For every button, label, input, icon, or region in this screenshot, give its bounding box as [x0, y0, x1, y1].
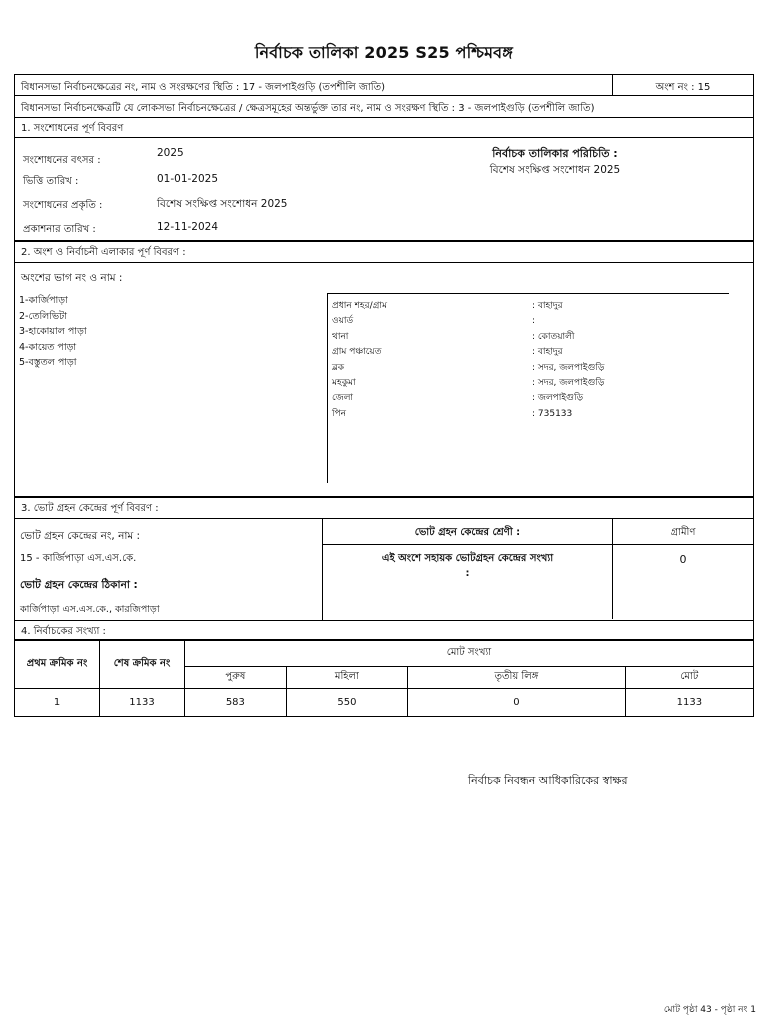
station-label: ভোট গ্রহন কেন্দ্রের নং, নাম :	[20, 530, 141, 542]
parliament-info: বিধানসভা নির্বাচনক্ষেত্রটি যে লোকসভা নির্বাচনক্ষেত্রের / ক্ষেত্রসমূহের অন্তর্ভুক্ত তার নং, নাম ও সংরক্ষণ স্থিতি : 3 - জলপাইগুড়ি (তপশীলি জাতি)	[21, 103, 595, 114]
page-title: নির্বাচক তালিকা 2025 S25 পশ্চিমবঙ্গ	[254, 43, 514, 62]
detail-label: ওয়ার্ড	[332, 316, 354, 327]
third-gender-header: তৃতীয় লিঙ্গ	[408, 667, 626, 689]
station-category-area	[323, 519, 753, 620]
elector-count-table	[14, 640, 754, 717]
total-value: 1133	[625, 689, 753, 717]
section3-block	[14, 497, 754, 621]
last-serial-value: 1133	[100, 689, 185, 717]
female-value: 550	[286, 689, 407, 717]
first-serial-header: প্রথম ক্রমিক নং	[15, 641, 100, 689]
section1-heading: 1. সংশোধনের পূর্ণ বিবরণ	[14, 118, 754, 138]
male-value: 583	[185, 689, 287, 717]
part-section-item: 1-কার্জিপাড়া	[19, 295, 68, 306]
total-header: মোট	[625, 667, 753, 689]
station-value: 15 - কার্জিপাড়া এস.এস.কে.	[20, 553, 137, 564]
detail-label: জেলা	[332, 393, 354, 404]
aux-stations-label: এই অংশে সহায়ক ভোটগ্রহন কেন্দ্রের সংখ্যা	[381, 553, 554, 564]
detail-label: প্রধান শহর/গ্রাম	[332, 301, 387, 311]
publication-date-label: প্রকাশনার তারিখ :	[23, 224, 96, 235]
signature-label: নির্বাচক নিবন্ধন আধিকারিকের স্বাক্ষর	[468, 774, 628, 787]
assembly-info: বিধানসভা নির্বাচনক্ষেত্রের নং, নাম ও সংরক্ষণের স্থিতি : 17 - জলপাইগুড়ি (তপশীলি জাতি)	[15, 75, 613, 95]
total-count-header: মোট সংখ্যা	[185, 641, 754, 667]
detail-label: মহকুমা	[332, 378, 356, 389]
detail-label: পিন	[332, 408, 347, 419]
aux-stations-label-box	[323, 545, 613, 619]
category-row	[323, 519, 753, 545]
detail-label: থানা	[332, 331, 349, 342]
part-section-item: 3-হাকোয়াল পাড়া	[19, 326, 87, 337]
assembly-row	[14, 74, 754, 96]
station-info	[15, 519, 323, 620]
roll-identity-value: বিশেষ সংক্ষিপ্ত সংশোধন 2025	[489, 164, 621, 176]
station-address-value: কার্জিপাড়া এস.এস.কে., কারজিপাড়া	[20, 604, 160, 615]
part-section-item: 2-তেলিভিটা	[19, 310, 67, 322]
aux-row	[323, 545, 753, 619]
part-number: অংশ নং : 15	[655, 82, 711, 93]
revision-type-label: সংশোধনের প্রকৃতি :	[23, 200, 103, 211]
revision-year-label: সংশোধনের বৎসর :	[23, 155, 101, 166]
detail-value: : বাহাদুর	[532, 347, 563, 358]
section4-block	[14, 620, 754, 717]
part-sections-heading: অংশের ভাগ নং ও নাম :	[21, 272, 123, 284]
detail-value: :	[532, 316, 536, 327]
section3-body	[14, 519, 754, 621]
female-header: মহিলা	[286, 667, 407, 689]
part-sections-list	[19, 293, 87, 371]
first-serial-value: 1	[15, 689, 100, 717]
detail-value: : 735133	[532, 408, 573, 419]
detail-value: : কোতয়ালী	[532, 331, 575, 342]
third-gender-value: 0	[408, 689, 626, 717]
part-section-item: 5-বস্তুতল পাড়া	[19, 357, 77, 368]
detail-label: ব্লক	[332, 362, 345, 373]
station-category-value: গ্রামীণ	[670, 527, 696, 538]
station-category-label: ভোট গ্রহন কেন্দ্রের শ্রেণী :	[323, 519, 613, 544]
part-section-item: 4-কায়েত পাড়া	[19, 341, 77, 353]
detail-value: : সদর, জলপাইগুড়ি	[532, 378, 605, 389]
area-details-panel	[327, 293, 729, 483]
section1-body	[14, 138, 754, 241]
section2-block	[14, 241, 754, 497]
detail-value: : সদর, জলপাইগুড়ি	[532, 362, 605, 373]
publication-date-value: 12-11-2024	[157, 221, 219, 233]
revision-type-value: বিশেষ সংক্ষিপ্ত সংশোধন 2025	[157, 198, 288, 210]
section2-body	[14, 263, 754, 497]
qualifying-date-label: ভিত্তি তারিখ :	[23, 176, 79, 187]
table-row	[15, 689, 754, 717]
revision-year-value: 2025	[157, 147, 184, 159]
page-footer: মোট পৃষ্ঠা 43 - পৃষ্ঠা নং 1	[663, 1005, 756, 1015]
last-serial-header: শেষ ক্রমিক নং	[100, 641, 185, 689]
station-address-label: ভোট গ্রহন কেন্দ্রের ঠিকানা :	[20, 579, 138, 591]
male-header: পুরুষ	[185, 667, 287, 689]
header-block	[14, 74, 754, 138]
detail-value: : জলপাইগুড়ি	[532, 393, 584, 404]
detail-value: : বাহাদুর	[532, 301, 563, 311]
parliament-row	[14, 96, 754, 118]
aux-stations-colon: :	[465, 568, 470, 579]
detail-label: গ্রাম পঞ্চায়েত	[332, 347, 382, 358]
area-details-list	[332, 299, 722, 422]
revision-row-year	[23, 148, 101, 170]
section2-heading: 2. অংশ ও নির্বাচনী এলাকার পূর্ণ বিবরণ :	[14, 241, 754, 263]
section4-heading: 4. নির্বাচকের সংখ্যা :	[14, 620, 754, 640]
qualifying-date-value: 01-01-2025	[157, 173, 219, 185]
roll-identity-title: নির্বাচক তালিকার পরিচিতি :	[492, 147, 618, 160]
section3-heading: 3. ভোট গ্রহন কেন্দ্রের পূর্ণ বিবরণ :	[14, 497, 754, 519]
aux-stations-value: 0	[679, 553, 687, 566]
